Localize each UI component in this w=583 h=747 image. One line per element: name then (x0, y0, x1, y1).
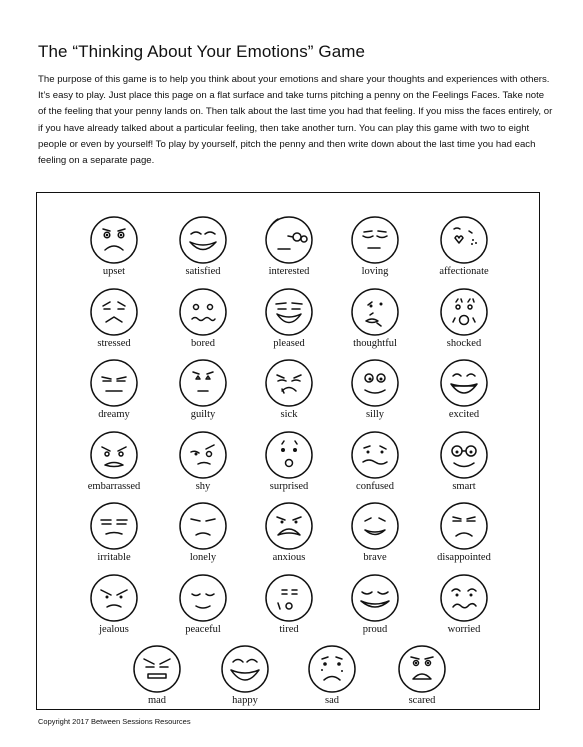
peaceful-face-icon (178, 573, 228, 623)
feeling-label: surprised (269, 481, 309, 492)
feeling-face-shocked[interactable] (424, 287, 504, 349)
feeling-label: disappointed (437, 552, 491, 563)
feeling-label: upset (102, 266, 126, 277)
feeling-label: sad (325, 695, 339, 706)
guilty-face-icon (178, 358, 228, 408)
anxious-face-icon (264, 501, 314, 551)
brave-face-icon (350, 501, 400, 551)
irritable-face-icon (89, 501, 139, 551)
silly-face-icon (350, 358, 400, 408)
embarrassed-face-icon (89, 430, 139, 480)
feeling-face-disappointed[interactable] (424, 501, 504, 563)
feeling-face-shy[interactable] (163, 430, 243, 492)
feeling-label: guilty (190, 409, 216, 420)
sick-face-icon (264, 358, 314, 408)
feeling-face-lonely[interactable] (163, 501, 243, 563)
upset-face-icon (89, 215, 139, 265)
feeling-face-stressed[interactable] (74, 287, 154, 349)
pleased-face-icon (264, 287, 314, 337)
feeling-face-brave[interactable] (335, 501, 415, 563)
confused-face-icon (350, 430, 400, 480)
tired-face-icon (264, 573, 314, 623)
feeling-label: worried (447, 624, 481, 635)
feeling-label: shy (195, 481, 211, 492)
feeling-label: interested (268, 266, 310, 277)
feeling-label: confused (356, 481, 394, 492)
feeling-face-confused[interactable] (335, 430, 415, 492)
excited-face-icon (439, 358, 489, 408)
feeling-face-dreamy[interactable] (74, 358, 154, 420)
feeling-face-sick[interactable] (249, 358, 329, 420)
feeling-label: affectionate (439, 266, 489, 277)
feeling-face-guilty[interactable] (163, 358, 243, 420)
bored-face-icon (178, 287, 228, 337)
feeling-label: bored (191, 338, 215, 349)
feeling-face-thoughtful[interactable] (335, 287, 415, 349)
disappointed-face-icon (439, 501, 489, 551)
feeling-label: scared (408, 695, 436, 706)
feeling-face-excited[interactable] (424, 358, 504, 420)
dreamy-face-icon (89, 358, 139, 408)
lonely-face-icon (178, 501, 228, 551)
happy-face-icon (220, 644, 270, 694)
feeling-label: happy (232, 695, 258, 706)
feeling-label: anxious (272, 552, 306, 563)
feeling-label: tired (279, 624, 299, 635)
satisfied-face-icon (178, 215, 228, 265)
interested-face-icon (264, 215, 314, 265)
feeling-label: shocked (446, 338, 482, 349)
instructions-paragraph: The purpose of this game is to help you think about your emotions and share your thoughts and experiences with others. It’s easy to play. Just place this page on a flat surface and take turns pitching a penny on the Feelings Faces. Take note of the feeling that your penny lands on. Then talk about the last time you had that feeling. If you miss the faces entirely, or if you have already talked about a particular feeling, then take another turn. You can play this game with two to eight people or even by yourself! To play by yourself, pitch the penny and then write down about the last time you had each feeling on a separate page. (38, 74, 553, 167)
copyright-notice: Copyright 2017 Between Sessions Resources (38, 717, 191, 726)
feeling-face-peaceful[interactable] (163, 573, 243, 635)
feeling-label: lonely (189, 552, 217, 563)
feeling-face-mad[interactable] (117, 644, 197, 706)
feeling-label: pleased (273, 338, 305, 349)
feeling-face-anxious[interactable] (249, 501, 329, 563)
smart-face-icon (439, 430, 489, 480)
feeling-label: mad (147, 695, 167, 706)
feeling-label: irritable (97, 552, 131, 563)
feeling-face-embarrassed[interactable] (74, 430, 154, 492)
feeling-label: brave (363, 552, 387, 563)
page-title: The “Thinking About Your Emotions” Game (38, 42, 366, 61)
feeling-face-happy[interactable] (205, 644, 285, 706)
worried-face-icon (439, 573, 489, 623)
feeling-face-surprised[interactable] (249, 430, 329, 492)
feeling-face-scared[interactable] (382, 644, 462, 706)
feeling-label: proud (362, 624, 388, 635)
shocked-face-icon (439, 287, 489, 337)
feeling-face-silly[interactable] (335, 358, 415, 420)
affectionate-face-icon (439, 215, 489, 265)
feeling-face-loving[interactable] (335, 215, 415, 277)
loving-face-icon (350, 215, 400, 265)
feeling-face-pleased[interactable] (249, 287, 329, 349)
feeling-label: loving (361, 266, 389, 277)
feeling-label: dreamy (98, 409, 130, 420)
feeling-label: jealous (99, 624, 129, 635)
feeling-label: thoughtful (353, 338, 397, 349)
feeling-face-irritable[interactable] (74, 501, 154, 563)
sad-face-icon (307, 644, 357, 694)
feeling-label: sick (280, 409, 298, 420)
feeling-label: stressed (97, 338, 131, 349)
feeling-label: excited (448, 409, 480, 420)
feeling-face-satisfied[interactable] (163, 215, 243, 277)
feeling-label: silly (365, 409, 385, 420)
feeling-face-smart[interactable] (424, 430, 504, 492)
feeling-face-affectionate[interactable] (424, 215, 504, 277)
feeling-face-sad[interactable] (292, 644, 372, 706)
proud-face-icon (350, 573, 400, 623)
scared-face-icon (397, 644, 447, 694)
mad-face-icon (132, 644, 182, 694)
feeling-face-tired[interactable] (249, 573, 329, 635)
feeling-face-proud[interactable] (335, 573, 415, 635)
feeling-label: smart (452, 481, 476, 492)
feeling-label: embarrassed (87, 481, 141, 492)
feeling-face-upset[interactable] (74, 215, 154, 277)
feeling-face-interested[interactable] (249, 215, 329, 277)
feeling-label: satisfied (185, 266, 221, 277)
shy-face-icon (178, 430, 228, 480)
feeling-face-bored[interactable] (163, 287, 243, 349)
feeling-face-jealous[interactable] (74, 573, 154, 635)
stressed-face-icon (89, 287, 139, 337)
feeling-face-worried[interactable] (424, 573, 504, 635)
feelings-faces-board[interactable] (36, 192, 540, 710)
surprised-face-icon (264, 430, 314, 480)
feeling-label: peaceful (185, 624, 221, 635)
jealous-face-icon (89, 573, 139, 623)
thoughtful-face-icon (350, 287, 400, 337)
